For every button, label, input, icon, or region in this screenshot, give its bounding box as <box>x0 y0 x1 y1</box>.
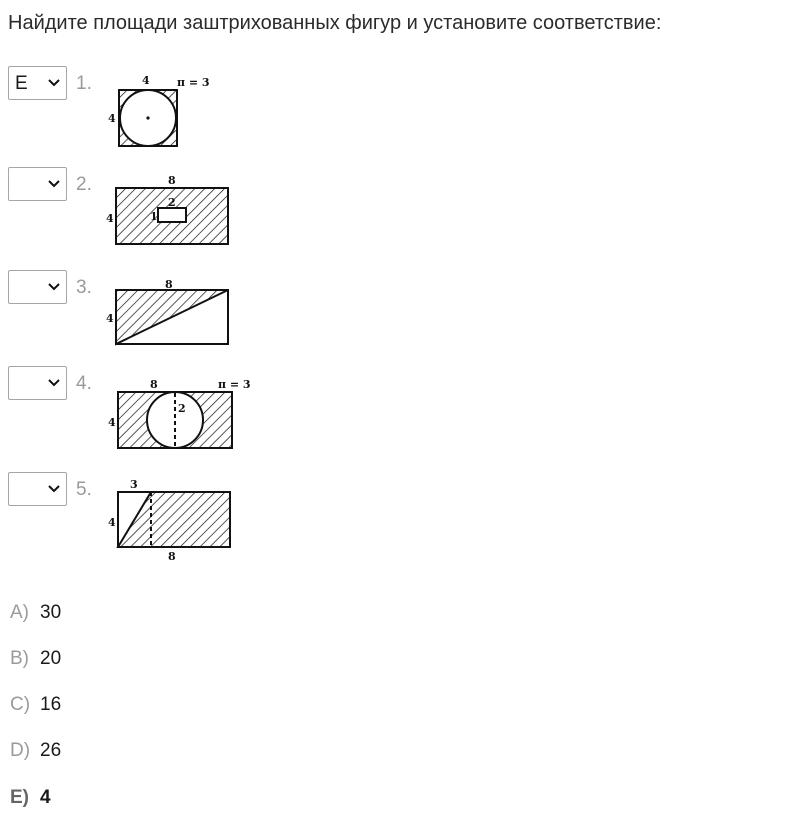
chevron-down-icon <box>48 484 60 494</box>
option-letter: E) <box>10 787 29 808</box>
label-inner-width: 2 <box>168 196 176 209</box>
item-number: 5. <box>76 479 92 500</box>
option-value: 4 <box>40 787 51 808</box>
label-left: 4 <box>106 212 114 225</box>
answer-select-2[interactable] <box>8 167 67 201</box>
label-left: 4 <box>108 112 116 125</box>
item-number: 4. <box>76 373 92 394</box>
label-pi: π = 3 <box>177 76 210 89</box>
label-top: 3 <box>130 478 138 491</box>
label-pi: π = 3 <box>218 378 251 391</box>
label-inner: 2 <box>178 402 186 415</box>
chevron-down-icon <box>48 179 60 189</box>
option-value: 26 <box>40 740 62 761</box>
option-a <box>10 602 61 624</box>
label-inner-height: 1 <box>150 210 158 223</box>
figure-5-rect-trapezoid <box>102 476 238 564</box>
answer-select-5[interactable] <box>8 472 67 506</box>
selected-value: E <box>15 73 28 94</box>
chevron-down-icon <box>48 378 60 388</box>
option-b <box>10 648 61 670</box>
label-left: 4 <box>108 416 116 429</box>
answer-select-3[interactable] <box>8 270 67 304</box>
label-left: 4 <box>108 516 116 529</box>
answer-select-1[interactable] <box>8 66 67 100</box>
option-d <box>10 740 61 762</box>
option-value: 30 <box>40 602 62 623</box>
item-number: 3. <box>76 277 92 298</box>
option-letter: A) <box>10 602 29 623</box>
label-top: 8 <box>165 278 173 291</box>
item-number: 2. <box>76 174 92 195</box>
option-e <box>10 787 51 809</box>
option-letter: B) <box>10 648 29 669</box>
label-top: 4 <box>142 74 150 87</box>
item-number: 1. <box>76 73 92 94</box>
figure-3-rect-triangle <box>102 276 234 348</box>
figure-1-square-circle <box>105 72 215 150</box>
chevron-down-icon <box>48 78 60 88</box>
option-value: 16 <box>40 694 62 715</box>
answer-select-4[interactable] <box>8 366 67 400</box>
label-bottom: 8 <box>168 550 176 563</box>
question-text: Найдите площади заштрихованных фигур и установите соответствие: <box>8 12 662 34</box>
option-letter: C) <box>10 694 31 715</box>
label-top: 8 <box>168 174 176 187</box>
option-letter: D) <box>10 740 31 761</box>
label-top: 8 <box>150 378 158 391</box>
label-left: 4 <box>106 312 114 325</box>
figure-2-rect-with-hole <box>102 172 234 248</box>
chevron-down-icon <box>48 282 60 292</box>
option-c <box>10 694 61 716</box>
figure-4-rect-circle <box>102 376 258 454</box>
option-value: 20 <box>40 648 62 669</box>
